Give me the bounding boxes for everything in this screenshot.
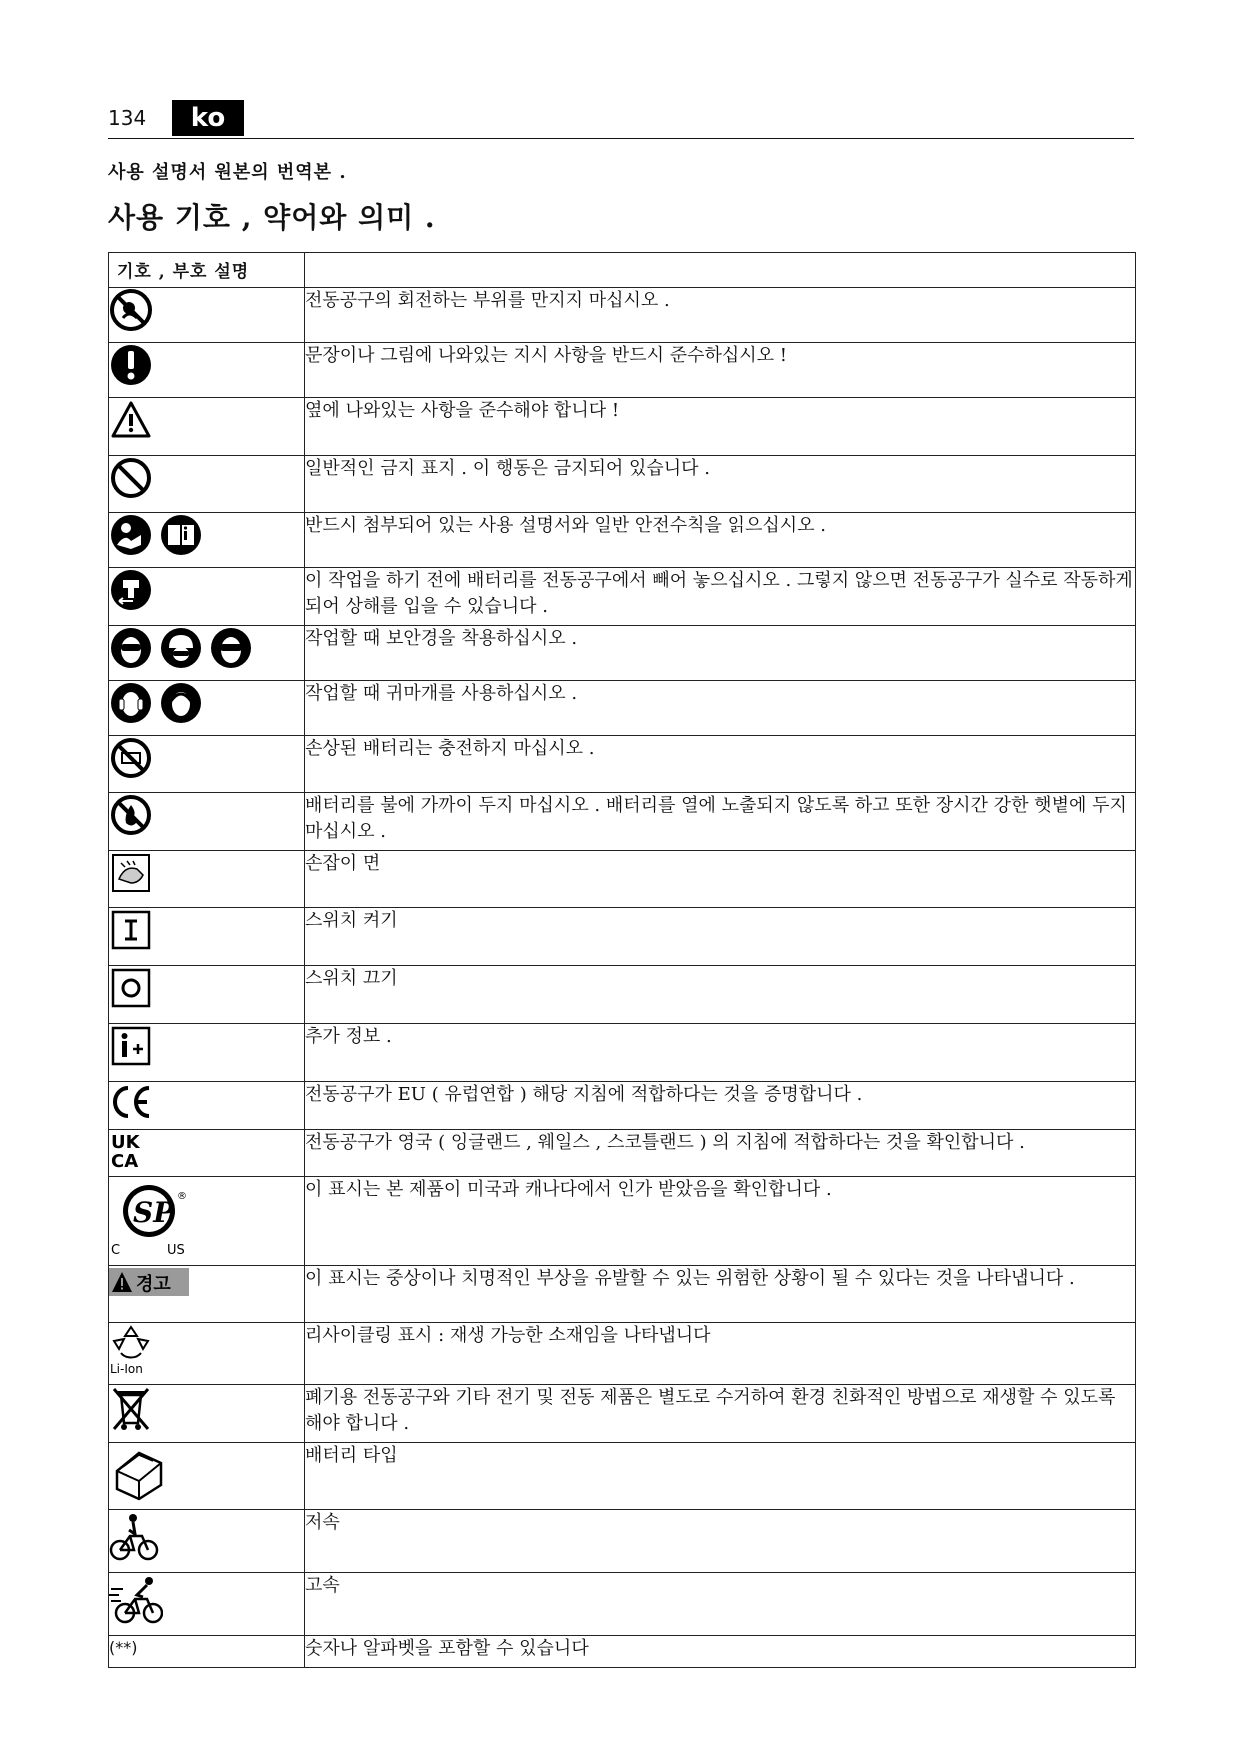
section-title: 사용 기호 , 약어와 의미 . (108, 201, 436, 234)
svg-text:SP: SP (133, 1196, 175, 1229)
row-description: 배터리를 불에 가까이 두지 마십시오 . 배터리를 열에 노출되지 않도록 하고 또한 장시간 강한 햇볕에 두지 마십시오 . (305, 793, 1136, 851)
li-ion-recycling-icon (109, 1323, 153, 1377)
grip-surface-icon (109, 851, 153, 895)
low-speed-bicycle-icon (109, 1510, 159, 1562)
battery-pack-icon (109, 1443, 169, 1503)
row-description: 이 작업을 하기 전에 배터리를 전동공구에서 빼어 놓으십시오 . 그렇지 않으면 전동공구가 실수로 작동하게 되어 상해를 입을 수 있습니다 . (305, 568, 1136, 626)
ear-protection-icon (109, 681, 153, 725)
info-book-icon (159, 513, 203, 557)
ear-muffs-icon (159, 681, 203, 725)
row-description: 옆에 나와있는 사항을 준수해야 합니다 ! (305, 398, 1136, 456)
table-row (109, 513, 1136, 568)
switch-on-icon (109, 908, 153, 952)
row-description: 문장이나 그림에 나와있는 지시 사항을 반드시 준수하십시오 ! (305, 343, 1136, 398)
table-row (109, 456, 1136, 513)
table-row (109, 851, 1136, 908)
warning-triangle-icon (109, 398, 153, 442)
warning-label-icon (109, 1266, 189, 1298)
table-row (109, 1082, 1136, 1130)
table-row (109, 1130, 1136, 1177)
no-charging-damaged-battery-icon (109, 736, 153, 780)
table-row (109, 1266, 1136, 1323)
table-row (109, 736, 1136, 793)
ukca-ca-text: CA (111, 1151, 139, 1170)
csa-mark-icon (109, 1177, 195, 1257)
row-description: 작업할 때 귀마개를 사용하십시오 . (305, 681, 1136, 736)
table-row (109, 966, 1136, 1024)
no-fire-battery-icon (109, 793, 153, 837)
csa-c-text: C (111, 1243, 121, 1257)
ce-mark-icon (109, 1082, 153, 1122)
row-description: 손상된 배터리는 충전하지 마십시오 . (305, 736, 1136, 793)
row-description: 이 표시는 중상이나 치명적인 부상을 유발할 수 있는 위험한 상황이 될 수 있다는 것을 나타냅니다 . (305, 1266, 1136, 1323)
row-description: 전동공구가 EU ( 유럽연합 ) 해당 지침에 적합하다는 것을 증명합니다 . (305, 1082, 1136, 1130)
page-number: 134 (108, 106, 147, 130)
row-description: 손잡이 면 (305, 851, 1136, 908)
table-row (109, 1024, 1136, 1082)
symbols-table (108, 252, 1136, 1668)
row-description: 전동공구가 영국 ( 잉글랜드 , 웨일스 , 스코틀랜드 ) 의 지침에 적합하다는 것을 확인합니다 . (305, 1130, 1136, 1177)
switch-off-icon (109, 966, 153, 1010)
language-badge: ko (172, 100, 244, 136)
row-description: 스위치 켜기 (305, 908, 1136, 966)
table-row (109, 1636, 1136, 1668)
remove-battery-icon (109, 568, 153, 612)
document-subtitle: 사용 설명서 원본의 번역본 . (108, 162, 347, 183)
row-description: 전동공구의 회전하는 부위를 만지지 마십시오 . (305, 288, 1136, 343)
header-description (305, 253, 1136, 288)
rotating-parts-no-touch-icon (109, 288, 153, 332)
table-row (109, 1573, 1136, 1636)
row-description: 작업할 때 보안경을 착용하십시오 . (305, 626, 1136, 681)
csa-us-text: US (167, 1243, 185, 1257)
table-row (109, 1510, 1136, 1573)
ukca-mark-icon (109, 1130, 153, 1170)
table-row (109, 681, 1136, 736)
table-row (109, 1443, 1136, 1510)
ukca-uk-text: UK (111, 1132, 140, 1153)
row-description: 스위치 끄기 (305, 966, 1136, 1024)
table-row (109, 908, 1136, 966)
table-row (109, 398, 1136, 456)
row-description: 폐기용 전동공구와 기타 전기 및 전동 제품은 별도로 수거하여 환경 친화적인 방법으로 재생할 수 있도록 해야 합니다 . (305, 1385, 1136, 1443)
table-row (109, 568, 1136, 626)
row-description: 리사이클링 표시 : 재생 가능한 소재임을 나타냅니다 (305, 1323, 1136, 1385)
helmet-icon (159, 626, 203, 670)
read-manual-icon (109, 513, 153, 557)
mandatory-exclamation-icon (109, 343, 153, 387)
weee-crossed-bin-icon (109, 1385, 153, 1433)
row-description: 숫자나 알파벳을 포함할 수 있습니다 (305, 1636, 1136, 1668)
table-row (109, 1385, 1136, 1443)
additional-info-icon (109, 1024, 153, 1068)
row-description: 추가 정보 . (305, 1024, 1136, 1082)
table-row (109, 626, 1136, 681)
row-description: 일반적인 금지 표지 . 이 행동은 금지되어 있습니다 . (305, 456, 1136, 513)
table-header-row (109, 253, 1136, 288)
table-row (109, 343, 1136, 398)
safety-goggles-icon (209, 626, 253, 670)
page-header (108, 100, 1134, 139)
table-row (109, 1323, 1136, 1385)
row-description: 이 표시는 본 제품이 미국과 캐나다에서 인가 받았음을 확인합니다 . (305, 1177, 1136, 1266)
prohibition-icon (109, 456, 153, 500)
svg-text:®: ® (177, 1191, 187, 1202)
warning-label-text: 경고 (136, 1274, 171, 1295)
header-symbol: 기호 , 부호 설명 (109, 253, 305, 288)
row-description: 배터리 타입 (305, 1443, 1136, 1510)
face-shield-icon (109, 626, 153, 670)
li-ion-text: Li-Ion (110, 1362, 143, 1376)
high-speed-bicycle-icon (109, 1573, 163, 1625)
row-description: 저속 (305, 1510, 1136, 1573)
table-row (109, 793, 1136, 851)
text-symbol: (**) (109, 1638, 138, 1657)
row-description: 고속 (305, 1573, 1136, 1636)
table-row (109, 1177, 1136, 1266)
table-row (109, 288, 1136, 343)
row-description: 반드시 첨부되어 있는 사용 설명서와 일반 안전수칙을 읽으십시오 . (305, 513, 1136, 568)
